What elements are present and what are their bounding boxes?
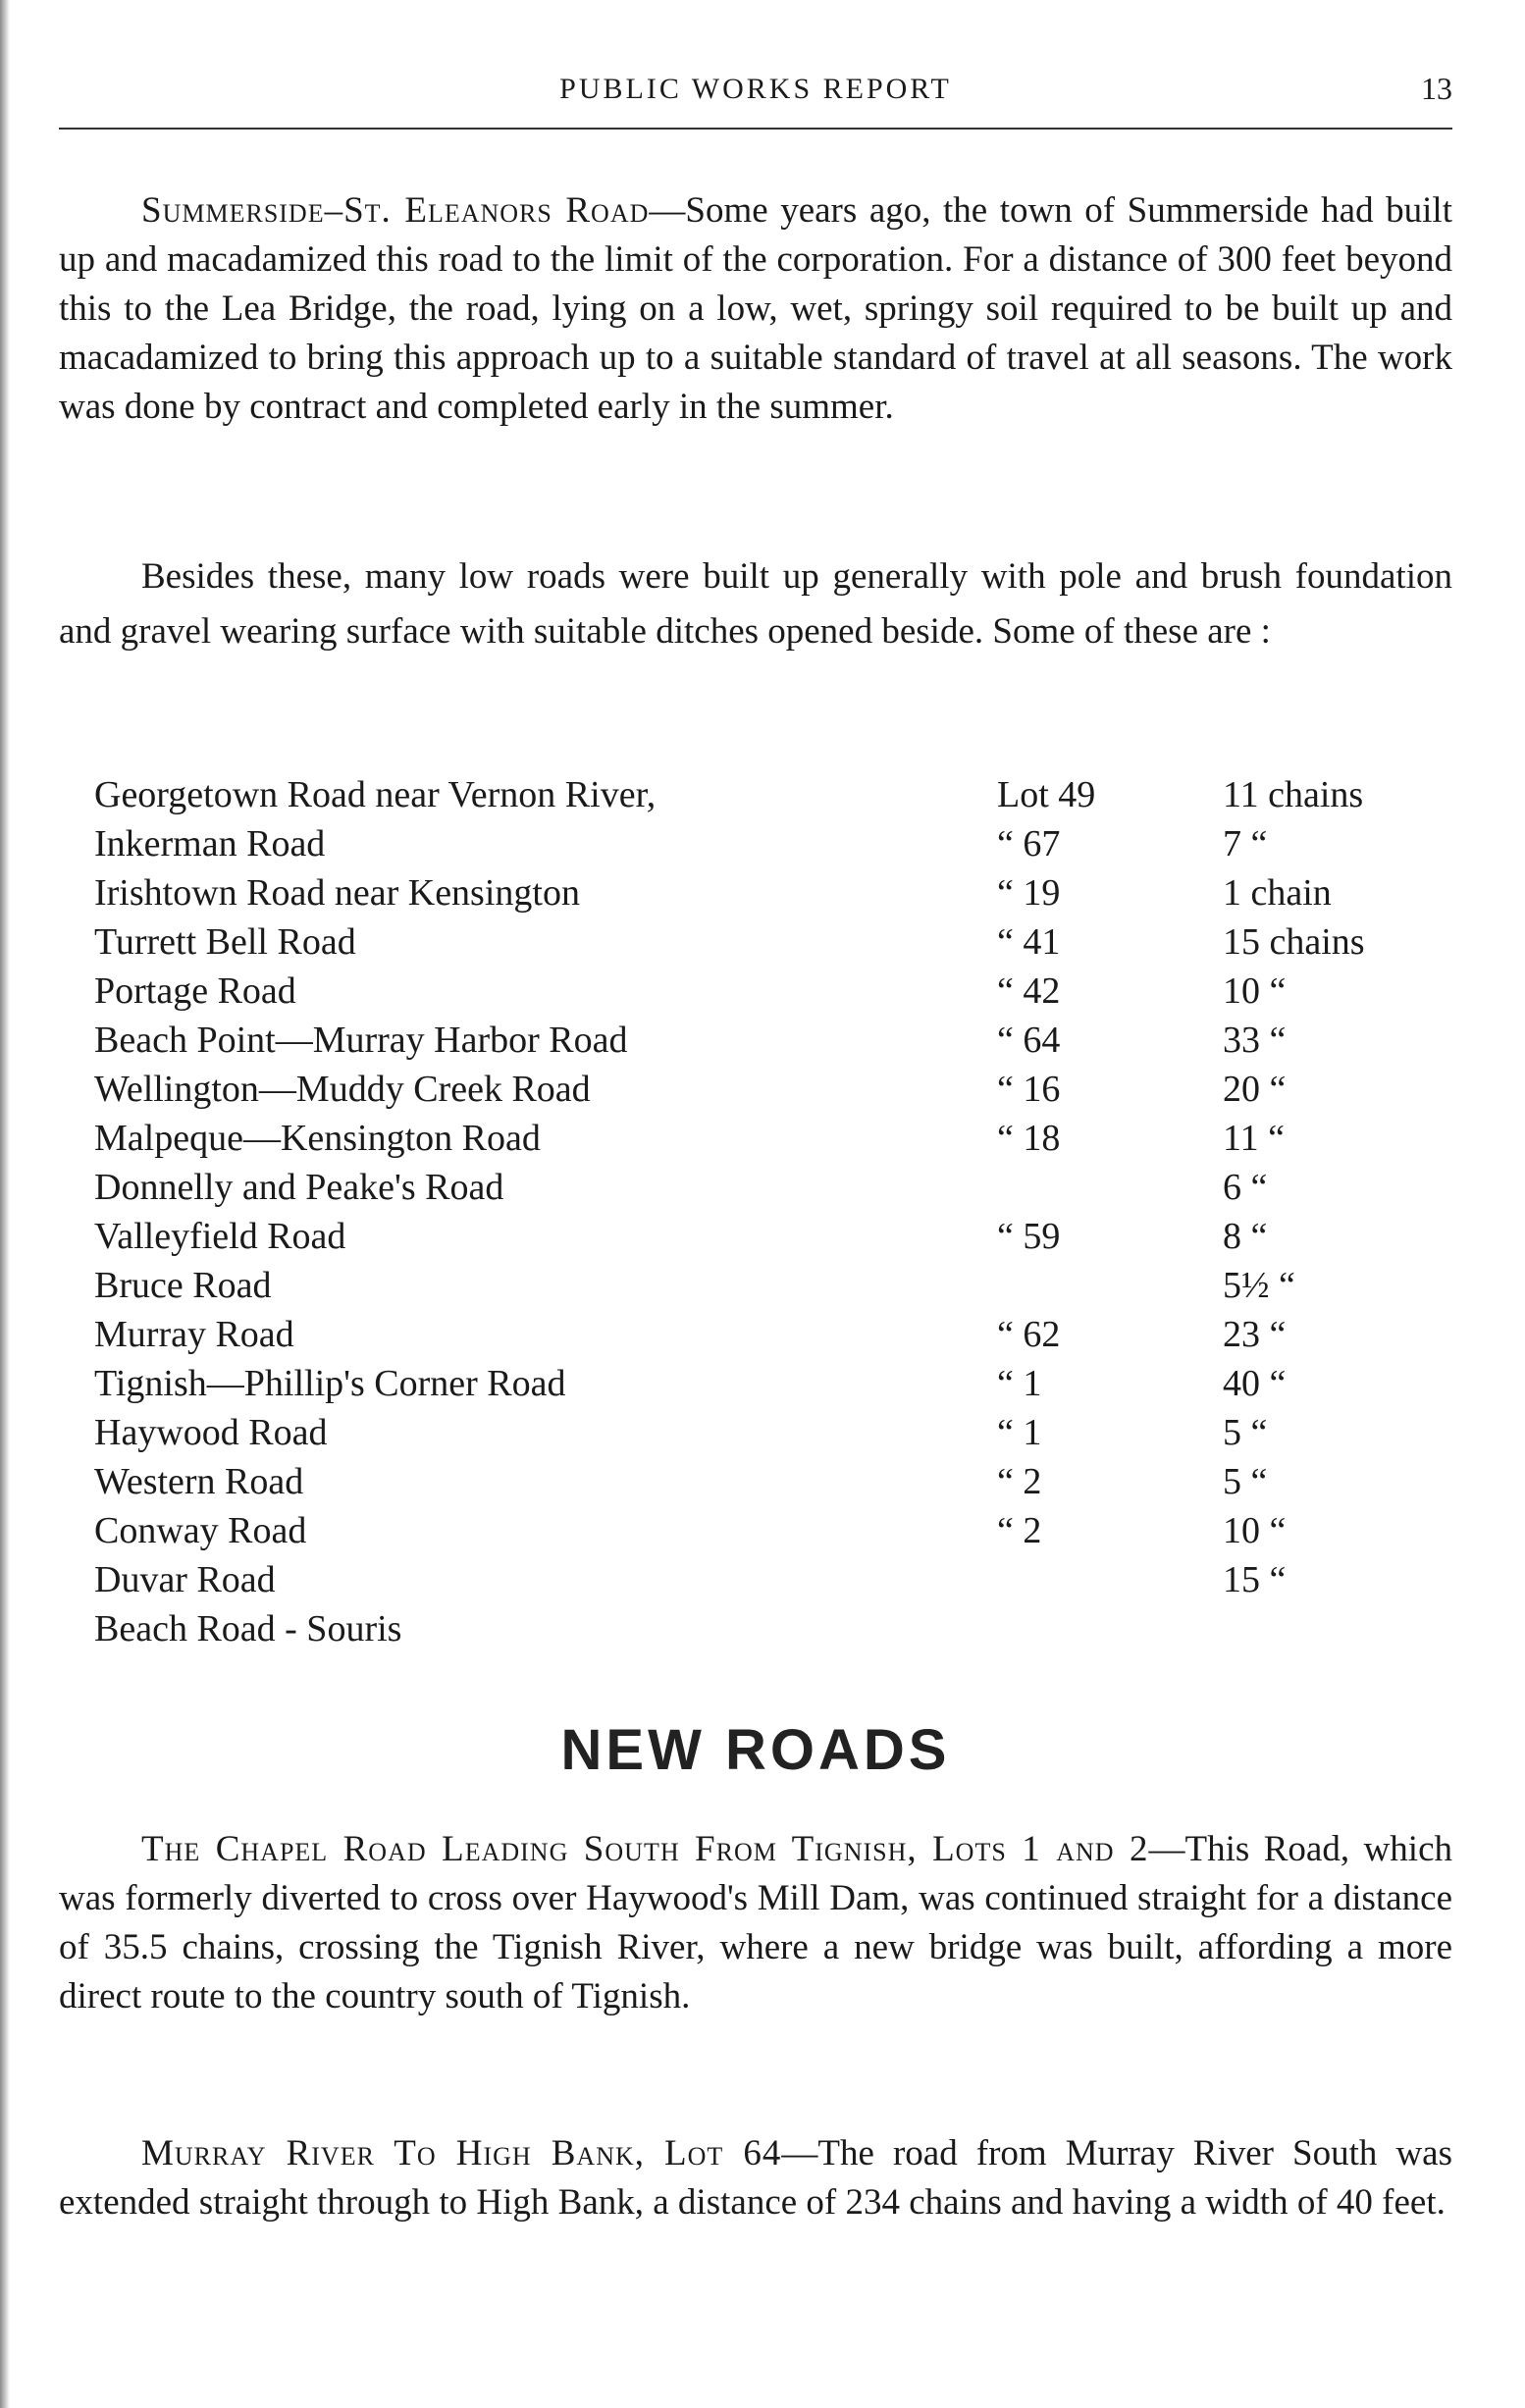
road-length: 7 “ <box>1223 823 1268 864</box>
road-lot: “ 2 <box>997 1510 1042 1551</box>
road-length: 20 “ <box>1223 1069 1287 1110</box>
road-row <box>94 1068 1452 1117</box>
road-length: 5 “ <box>1223 1412 1268 1453</box>
road-length: 6 “ <box>1223 1167 1268 1208</box>
road-lot: “ 67 <box>997 823 1061 864</box>
road-name: Beach Point—Murray Harbor Road <box>94 1020 628 1061</box>
page-edge-shadow <box>0 0 10 2408</box>
road-row <box>94 1215 1452 1264</box>
road-name: Bruce Road <box>94 1265 272 1306</box>
road-name: Murray Road <box>94 1314 294 1355</box>
road-length: 40 “ <box>1223 1363 1287 1404</box>
report-page <box>59 59 1452 2223</box>
road-length: 11 chains <box>1223 774 1364 815</box>
road-lot: “ 62 <box>997 1314 1061 1355</box>
road-row <box>94 1460 1452 1509</box>
new-roads-title: NEW ROADS <box>560 1718 951 1782</box>
road-row <box>94 969 1452 1019</box>
road-name: Georgetown Road near Vernon River, <box>94 774 657 815</box>
chapel-road-heading: The Chapel Road Leading South From Tignish, Lots 1 and 2 <box>141 1829 1149 1869</box>
summerside-paragraph <box>59 186 1452 432</box>
road-name: Portage Road <box>94 970 296 1012</box>
road-name: Wellington—Muddy Creek Road <box>94 1069 591 1110</box>
page-header <box>59 59 1452 128</box>
road-name: Haywood Road <box>94 1412 328 1453</box>
road-name: Malpeque—Kensington Road <box>94 1118 541 1159</box>
road-lot: “ 59 <box>997 1216 1061 1257</box>
road-row <box>94 1607 1452 1656</box>
murray-river-paragraph <box>59 2129 1452 2227</box>
road-name: Beach Road - Souris <box>94 1608 402 1649</box>
road-row <box>94 1313 1452 1362</box>
header-rule <box>59 128 1452 130</box>
chapel-road-body: —This Road, which was formerly diverted to cross over Haywood's Mill Dam, was continued straight for a distance of 35.5 chains, crossing the Tignish River, where a new bridge was built, affording a more direct route to the country south of Tignish. <box>59 1829 1452 2016</box>
road-name: Tignish—Phillip's Corner Road <box>94 1363 566 1404</box>
road-lot: “ 2 <box>997 1461 1042 1502</box>
road-row <box>94 822 1452 871</box>
road-name: Duvar Road <box>94 1559 276 1600</box>
road-length: 23 “ <box>1223 1314 1287 1355</box>
road-name: Irishtown Road near Kensington <box>94 872 580 914</box>
road-length: 15 chains <box>1223 921 1365 963</box>
road-length: 5½ “ <box>1223 1265 1295 1306</box>
road-name: Valleyfield Road <box>94 1216 346 1257</box>
road-lot: “ 41 <box>997 921 1061 963</box>
road-row <box>94 1117 1452 1166</box>
road-row <box>94 871 1452 920</box>
road-name: Inkerman Road <box>94 823 326 864</box>
road-lot: “ 1 <box>997 1412 1042 1453</box>
road-row <box>94 920 1452 969</box>
road-lot: “ 64 <box>997 1020 1061 1061</box>
road-row <box>94 1166 1452 1215</box>
road-length: 1 chain <box>1223 872 1332 914</box>
road-lot: Lot 49 <box>997 774 1096 815</box>
road-name: Donnelly and Peake's Road <box>94 1167 504 1208</box>
murray-river-heading: Murray River To High Bank, Lot 64 <box>141 2133 782 2173</box>
road-row <box>94 1411 1452 1460</box>
road-length: 5 “ <box>1223 1461 1268 1502</box>
summerside-body: —Some years ago, the town of Summerside had built up and macadamized this road to the limit of the corporation. For a distance of 300 feet beyond this to the Lea Bridge, the road, lying on a low, wet, springy soil required to be built up and macadamized to bring this approach up to a suitable standard of travel at all seasons. The work was done by contract and completed early in the summer. <box>59 190 1452 427</box>
low-roads-paragraph: Besides these, many low roads were built up generally with pole and brush foundation and gravel wearing surface with suitable ditches opened beside. Some of these are : <box>59 556 1452 652</box>
road-row <box>94 1509 1452 1558</box>
road-length: 15 “ <box>1223 1559 1287 1600</box>
road-row <box>94 1362 1452 1411</box>
road-length: 10 “ <box>1223 970 1287 1012</box>
road-name: Turrett Bell Road <box>94 921 356 963</box>
page-number: 13 <box>1421 71 1452 106</box>
road-lot: “ 42 <box>997 970 1061 1012</box>
road-lot: “ 19 <box>997 872 1061 914</box>
summerside-heading: Summerside–St. Eleanors Road <box>141 190 650 231</box>
murray-river-body: —The road from Murray River South was extended straight through to High Bank, a distance of 234 chains and having a width of 40 feet. <box>59 2133 1452 2223</box>
road-lot: “ 1 <box>997 1363 1042 1404</box>
road-length: 8 “ <box>1223 1216 1268 1257</box>
road-row <box>94 1558 1452 1607</box>
road-lot: “ 18 <box>997 1118 1061 1159</box>
road-row <box>94 773 1452 822</box>
running-title: PUBLIC WORKS REPORT <box>559 73 952 105</box>
road-name: Western Road <box>94 1461 304 1502</box>
chapel-road-paragraph <box>59 1825 1452 2021</box>
road-row <box>94 1019 1452 1068</box>
road-lot: “ 16 <box>997 1069 1061 1110</box>
road-row <box>94 1264 1452 1313</box>
road-length: 10 “ <box>1223 1510 1287 1551</box>
road-length: 11 “ <box>1223 1118 1285 1159</box>
road-name: Conway Road <box>94 1510 307 1551</box>
roads-list <box>94 773 1452 1656</box>
road-length: 33 “ <box>1223 1020 1287 1061</box>
